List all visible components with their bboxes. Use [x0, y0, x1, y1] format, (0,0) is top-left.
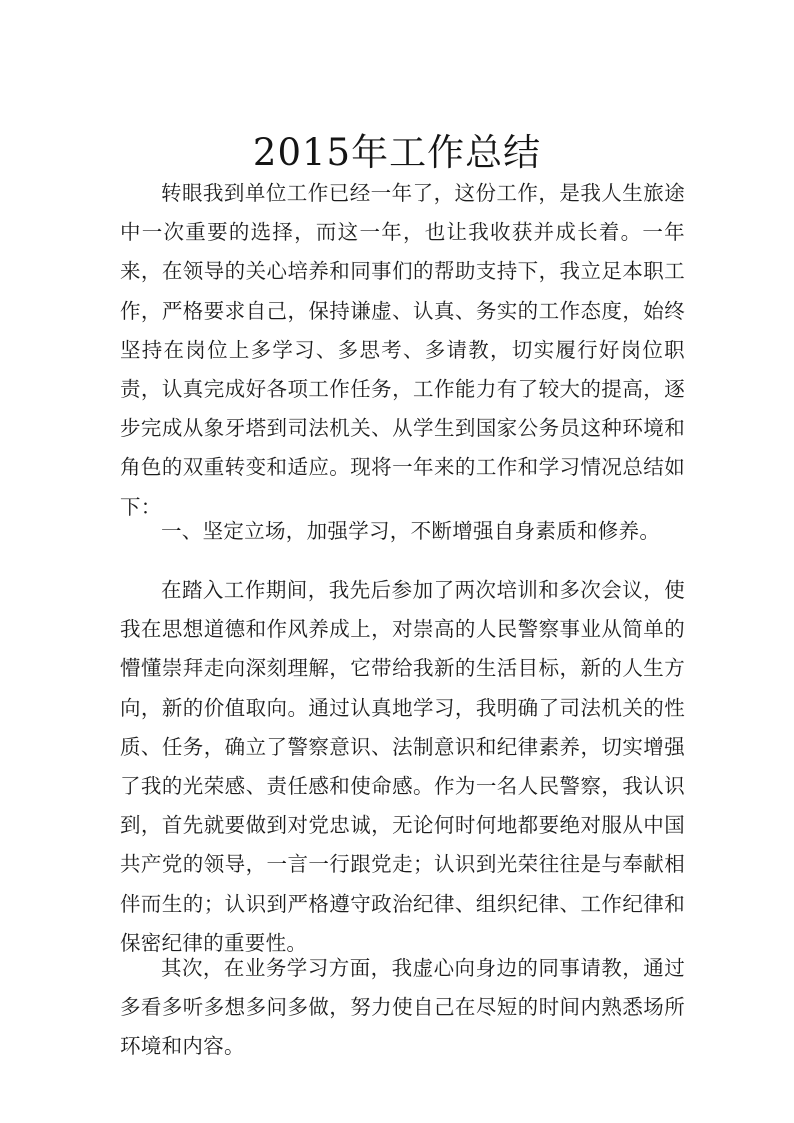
paragraph-intro: 转眼我到单位工作已经一年了，这份工作，是我人生旅途中一次重要的选择，而这一年，也让我收获并成长着。一年来，在领导的关心培养和同事们的帮助支持下，我立足本职工作，严格要求自己，保持谦虚、认真、务实的工作态度，始终坚持在岗位上多学习、多思考、多请教，切实履行好岗位职责，认真完成好各项工作任务，工作能力有了较大的提高，逐步完成从象牙塔到司法机关、从学生到国家公务员这种环境和角色的双重转变和适应。现将一年来的工作和学习情况总结如下： — [120, 181, 685, 519]
document-title: 2015年工作总结 — [252, 130, 542, 174]
paragraph-training: 在踏入工作期间，我先后参加了两次培训和多次会议，使我在思想道德和作风养成上，对崇高的人民警察事业从简单的懵懂崇拜走向深刻理解，它带给我新的生活目标，新的人生方向，新的价值取向。通过认真地学习，我明确了司法机关的性质、任务，确立了警察意识、法制意识和纪律素养，切实增强了我的光荣感、责任感和使命感。作为一名人民警察，我认识到，首先就要做到对党忠诚，无论何时何地都要绝对服从中国共产党的领导，一言一行跟党走；认识到光荣往往是与奉献相伴而生的；认识到严格遵守政治纪律、组织纪律、工作纪律和保密纪律的重要性。 — [120, 578, 685, 955]
paragraph-business-study: 其次，在业务学习方面，我虚心向身边的同事请教，通过多看多听多想多问多做，努力使自己在尽短的时间内熟悉场所环境和内容。 — [120, 956, 685, 1059]
paragraph-section-heading: 一、坚定立场，加强学习，不断增强自身素质和修养。 — [161, 519, 661, 543]
